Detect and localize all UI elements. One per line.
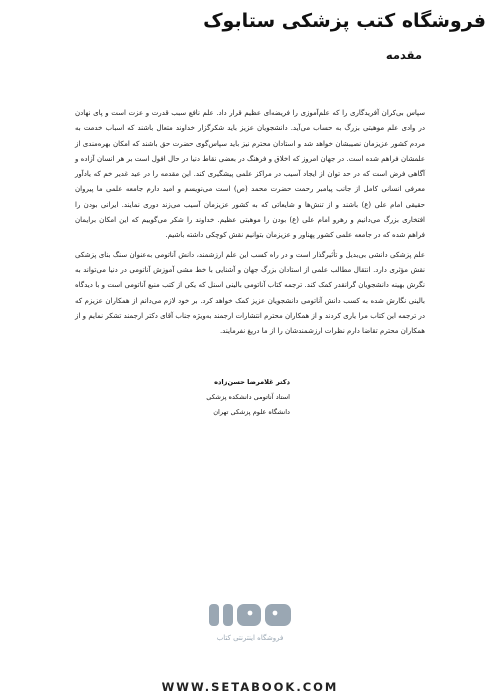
- author-affiliation: دانشگاه علوم پزشکی تهران: [213, 408, 290, 416]
- preface-paragraph: سپاس بی‌کران آفریدگاری را که علم‌آموزی را فریضه‌ای عظیم قرار داد. علم نافع سبب قدرت و عزت است و پای نهادن در وادی علم موهبتی بزرگ به حساب می‌آید. دانشجویان عزیز باید شکرگزار خداوند متعال باشند که اسباب خدمت به مردم کشور عزیزمان نصیبشان خواهد شد و استادان محترم نیز باید سپاس‌گوی حضرت حق باشند که امکان بهره‌مندی از علمشان فراهم شده است. در جهان امروز که اخلاق و فرهنگ در بعضی نقاط دنیا در حال افول است بر هر انسان آزاده و آگاهی فرض است که در حد توان از ایجاد آسیب در مراکز علمی پیشگیری کند. این مقدمه را در عید غدیر خم که یادآور معرفی انسانی کامل از جانب پیامبر رحمت حضرت محمد (ص) است می‌نویسم و امید دارم جامعه علمی ما پیروان حقیقی امام علی (ع) باشند و از تنش‌ها و شایعاتی که به کشور عزیزمان آسیب می‌زند دوری نمایند. ایرانی بودن را افتخاری بزرگ می‌دانیم و رهرو امام علی (ع) بودن را موهبتی عظیم. خداوند را شکر می‌گوییم که این امکان برایمان فراهم شده که در جامعه علمی کشور پهناور و عزیزمان بتوانیم نقش کوچکی داشته باشیم.: [75, 109, 425, 240]
- author-title: استاد آناتومی دانشکده پزشکی: [206, 393, 290, 401]
- store-title: فروشگاه کتب پزشکی ستابوک: [203, 10, 486, 32]
- logo-caption: فروشگاه اینترنتی کتاب: [216, 634, 284, 642]
- website-link[interactable]: WWW.SETABOOK.COM: [161, 680, 339, 694]
- preface-paragraph: علم پزشکی دانشی بی‌بدیل و تأثیرگذار است و در راه کسب این علم ارزشمند، دانش آناتومی به‌عنوان سنگ بنای پزشکی نقش مؤثری دارد. انتقال مطالب علمی از استادان بزرگ جهان و آشنایی با خط مشی آموزش آناتومی در دنیا می‌تواند به نگرش بهینه دانشجویان گرانقدر کمک کند. ترجمه کتاب آناتومی بالینی اسنل که یکی از کتب منبع آناتومی است و با دیدگاه بالینی نگارش شده به کسب دانش آناتومی دانشجویان عزیز کمک خواهد کرد. بر خود لازم می‌دانم از همکاران عزیزم که در ترجمه این کتاب مرا یاری کردند و از همکاران محترم انتشارات ارجمند به‌ویژه جناب آقای دکتر ارجمند تشکر نمایم و از همکاران محترم تقاضا دارم نظرات ارزشمندشان را از ما دریغ نفرمایند.: [75, 250, 425, 336]
- author-name: دکتر غلامرضا حسن‌زاده: [214, 378, 290, 386]
- preface-body: [75, 106, 425, 339]
- signature-block: [206, 375, 290, 420]
- section-heading: مقدمه: [385, 48, 422, 62]
- setabook-logo: [205, 600, 295, 646]
- setabook-logo-mark: [209, 604, 291, 626]
